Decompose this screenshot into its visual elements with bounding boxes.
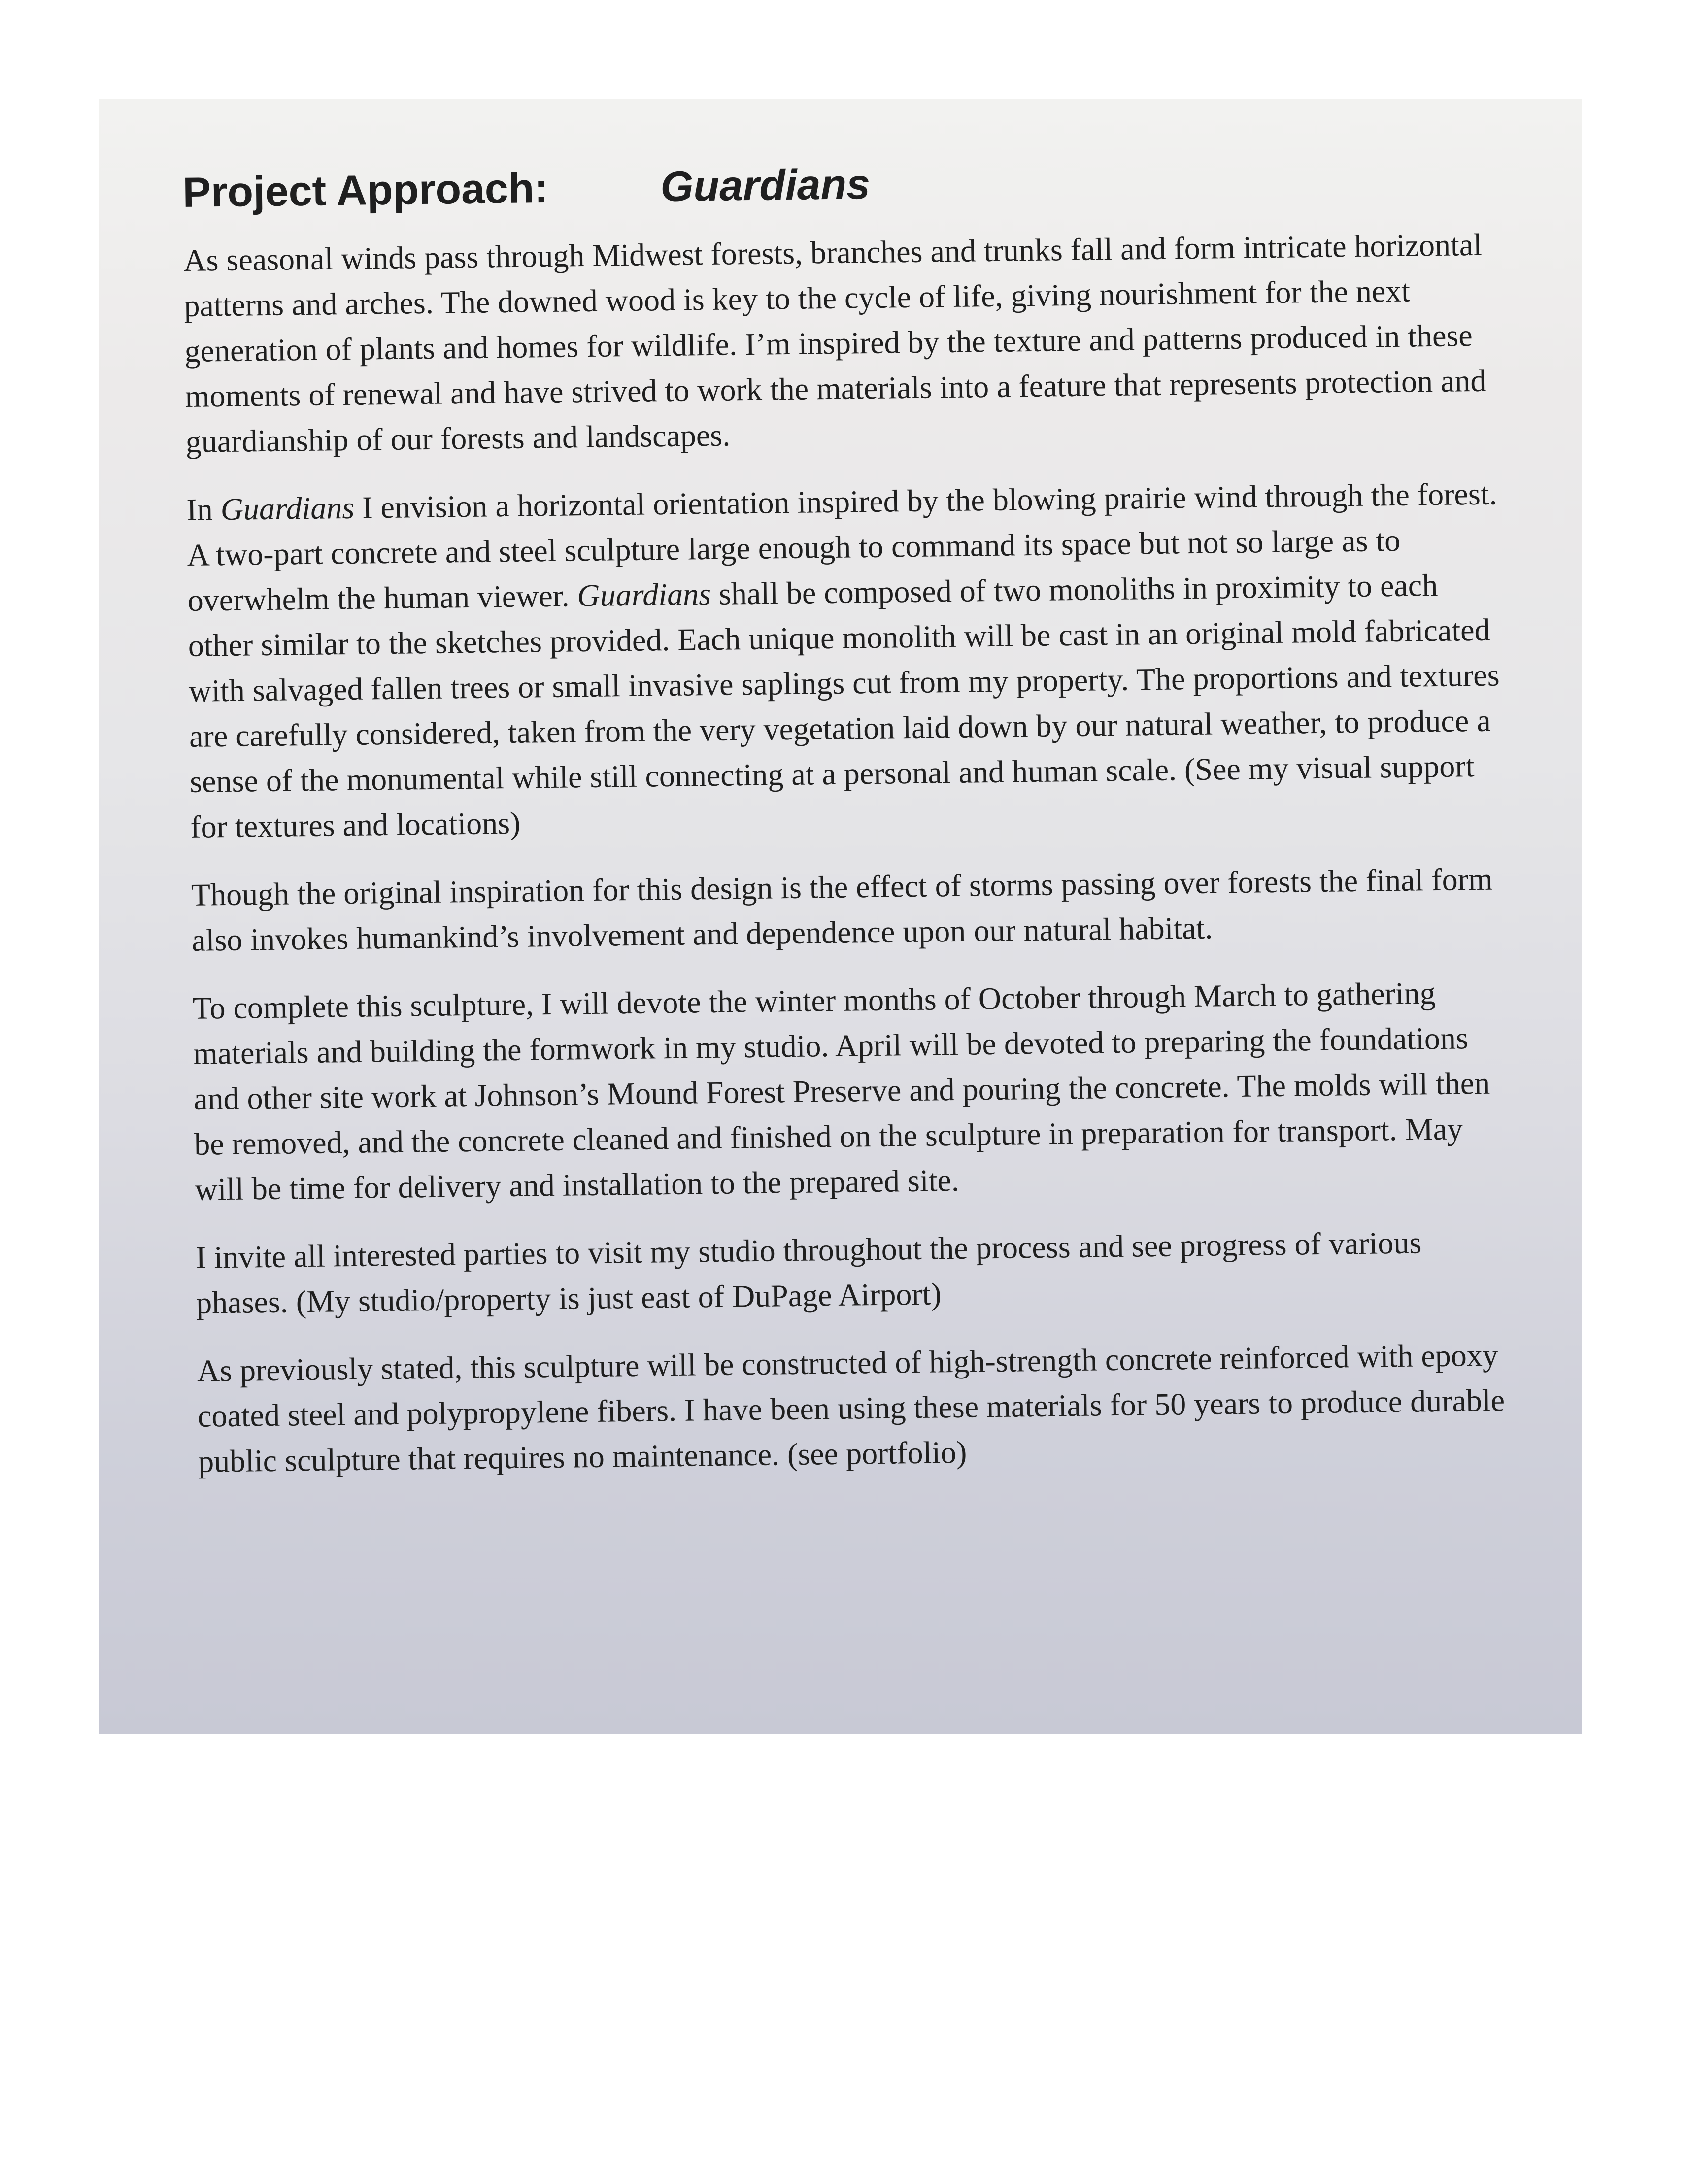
concept-text-middle: I envision a horizontal orientation inspired by the blowing prairie wind through the forest. A two-part concrete and steel sculpture large enough to command its space but not so large as to overwhelm the human viewer. xyxy=(187,476,1497,618)
paragraph-form: Though the original inspiration for this design is the effect of storms passing over forests the final form also invokes humankind’s involvement and dependence upon our natural habitat. xyxy=(191,861,1493,958)
concept-title-ref: Guardians xyxy=(220,490,355,527)
paragraph-materials: As previously stated, this sculpture will be constructed of high-strength concrete reinforced with epoxy coated steel and polypropylene fibers. I have been using these materials for 50 years to produce durable public sculpture that requires no maintenance. (see portfolio) xyxy=(197,1337,1505,1479)
concept-title-ref-2: Guardians xyxy=(577,576,711,613)
scanned-page xyxy=(99,99,1582,1734)
paragraph-concept xyxy=(186,471,1511,850)
paragraph-invitation: I invite all interested parties to visit my studio throughout the process and see progress of various phases. (My studio/property is just east of DuPage Airport) xyxy=(195,1225,1422,1321)
paragraph-schedule: To complete this sculpture, I will devote the winter months of October through March to gathering materials and building the formwork in my studio. April will be devoted to preparing the foundations and other site work at Johnson’s Mound Forest Preserve and pouring the concrete. The molds will then be removed, and the concrete cleaned and finished on the sculpture in preparation for transport. May will be time for delivery and installation to the prepared site. xyxy=(192,975,1490,1208)
project-name: Guardians xyxy=(660,160,871,211)
page-title xyxy=(182,151,1503,218)
concept-text-end: shall be composed of two monoliths in proximity to each other similar to the sketches provided. Each unique monolith will be cast in an original mold fabricated with salvaged fallen trees or small invasive saplings cut from my property. The proportions and textures are carefully considered, taken from the very vegetation laid down by our natural weather, to produce a sense of the monumental while still connecting at a personal and human scale. (See my visual support for textures and locations) xyxy=(188,568,1500,845)
concept-text-start: In xyxy=(186,492,221,528)
paragraph-inspiration: As seasonal winds pass through Midwest forests, branches and trunks fall and form intricate horizontal patterns and arches. The downed wood is key to the cycle of life, giving nourishment for the next generation of plants and homes for wildlife. I’m inspired by the texture and patterns produced in these moments of renewal and have strived to work the materials into a feature that represents protection and guardianship of our forests and landscapes. xyxy=(183,227,1486,460)
title-label: Project Approach: xyxy=(182,164,549,216)
document-body xyxy=(182,151,1519,1507)
